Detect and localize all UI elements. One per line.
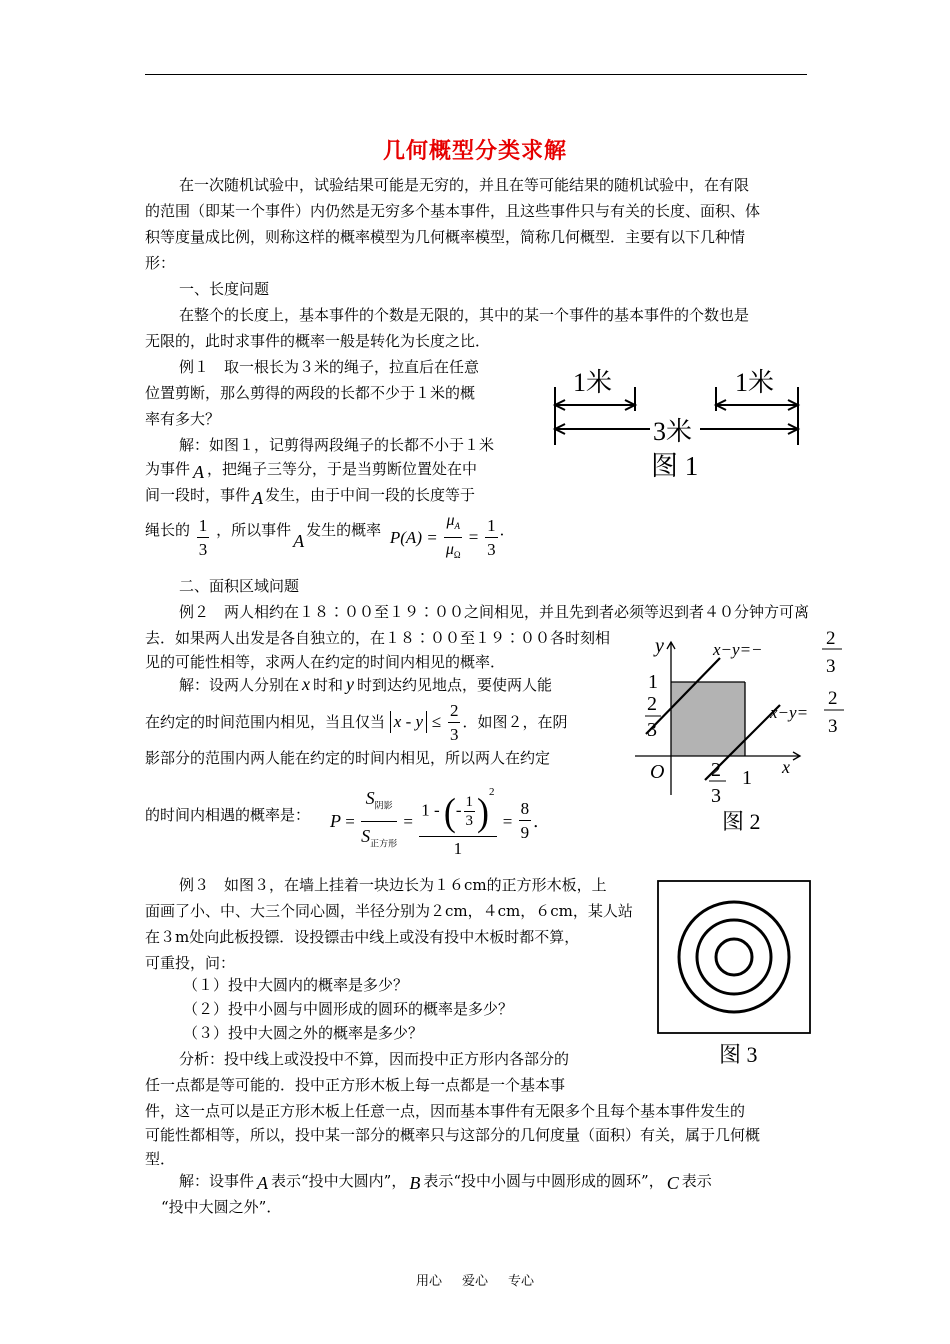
figure-2 xyxy=(610,630,855,840)
figure-1-caption: 图 1 xyxy=(651,451,699,481)
intro-line-4: 形： xyxy=(145,254,176,272)
section-1-heading: 一、长度问题 xyxy=(179,280,270,298)
equation-top-denominator: 3 xyxy=(826,656,836,677)
footer-text-1: 用心 xyxy=(415,1274,442,1289)
example-3-analysis-4: 可能性都相等，所以，投中某一部分的概率只与这部分的几何度量（面积）有关，属于几何概 xyxy=(145,1126,761,1144)
example-2-line-3: 见的可能性相等，求两人在约定的时间内相见的概率． xyxy=(145,653,506,671)
compound-fraction: 1 - (- $\frac{1}{3}$ )$^2$ 1 xyxy=(419,782,496,861)
figure-3-caption: 图 3 xyxy=(719,1042,758,1067)
section-1-line-1: 在整个的长度上，基本事件的个数是无限的，其中的某一个事件的基本事件的个数也是 xyxy=(179,306,750,324)
y-two-thirds-numerator: 2 xyxy=(647,693,657,715)
example-2-line-1: 例２ 两人相约在１８∶００至１９∶００之间相见，并且先到者必须等迟到者４０分钟方可离 xyxy=(179,603,810,621)
x-two-thirds-denominator: 3 xyxy=(711,785,721,807)
figure-1-total-length: 3米 xyxy=(653,417,693,446)
example-1-solution-4: 绳长的 $\frac{1}{3}$ ，所以事件A发生的概率 P(A) = $\frac{\mu_A}{\mu_\Omega}$ = $\frac{1}{3}$ ． xyxy=(145,510,515,567)
x-axis-label: x xyxy=(782,757,790,777)
example-1-line-3: 率有多大？ xyxy=(145,410,221,428)
example-3-line-3: 在３m处向此板投镖．设投镖击中线上或没有投中木板时都不算， xyxy=(145,928,580,946)
example-2-line-2: 去．如果两人出发是各自独立的，在１８∶００至１９∶００各时刻相 xyxy=(145,629,611,647)
example-3-question-2: （２）投中小圆与中圆形成的圆环的概率是多少？ xyxy=(183,1000,514,1018)
y-one-label: 1 xyxy=(648,671,658,693)
equation-top: x−y=− xyxy=(713,640,763,659)
example-1-solution-3: 间一段时，事件 A 发生，由于中间一段的长度等于 xyxy=(145,486,476,508)
example-3-question-1: （１）投中大圆内的概率是多少？ xyxy=(183,976,409,994)
page-footer xyxy=(0,1270,950,1289)
equation-right-denominator: 3 xyxy=(828,716,838,737)
example-3-line-1: 例３ 如图３，在墙上挂着一块边长为１６cm的正方形木板，上 xyxy=(179,876,607,894)
example-3-question-3: （３）投中大圆之外的概率是多少？ xyxy=(183,1024,424,1042)
example-3-line-2: 面画了小、中、大三个同心圆，半径分别为２cm，４cm，６cm，某人站 xyxy=(145,902,633,920)
fraction-mu: $\frac{\mu_A}{\mu_\Omega}$ xyxy=(445,512,461,560)
intro-line-3: 积等度量成比例，则称这样的概率模型为几何概率模型，简称几何概型．主要有以下几种情 xyxy=(145,228,746,246)
square-board xyxy=(658,881,810,1033)
equation-top-numerator: 2 xyxy=(826,630,836,649)
example-3-solution-1: 解：设事件 A 表示“投中大圆内”， B 表示“投中小圆与中圆形成的圆环”， C 表示 xyxy=(179,1172,712,1193)
footer-text-3: 专心 xyxy=(508,1274,535,1289)
figure-1 xyxy=(545,365,810,490)
example-2-solution-4: 的时间内相遇的概率是： xyxy=(145,806,311,824)
y-two-thirds-denominator: 3 xyxy=(647,719,657,741)
example-1-line-2: 位置剪断，那么剪得的两段的长都不少于１米的概 xyxy=(145,384,476,402)
example-2-solution-3: 影部分的范围内两人能在约定的时间内相见，所以两人在约定 xyxy=(145,749,551,767)
fraction-result-one-third: $\frac{1}{3}$ xyxy=(487,516,496,559)
equation-right: x−y= xyxy=(770,703,809,722)
section-1-line-2: 无限的，此时求事件的概率一般是转化为长度之比． xyxy=(145,332,491,350)
example-2-probability-formula: P = $\frac{S_{阴影}}{S_{正方形}}$ = 1 - (- $\frac{1}{3}$ )$^2$ 1 = $\frac{8}{9}$ ． xyxy=(330,782,550,861)
example-3-solution-2: “投中大圆之外”． xyxy=(161,1198,282,1216)
intro-line-1: 在一次随机试验中，试验结果可能是无穷的，并且在等可能结果的随机试验中，在有限 xyxy=(179,176,750,194)
example-1-solution-2: 为事件 A ，把绳子三等分，于是当剪断位置处在中 xyxy=(145,460,478,482)
x-two-thirds-numerator: 2 xyxy=(711,759,721,781)
example-3-analysis-2: 任一点都是等可能的．投中正方形木板上每一点都是一个基本事 xyxy=(145,1076,566,1094)
example-3-line-4: 可重投，问： xyxy=(145,954,236,972)
section-2-heading: 二、面积区域问题 xyxy=(179,577,300,595)
figure-1-right-segment: 1米 xyxy=(735,368,775,397)
y-axis-label: y xyxy=(655,635,664,657)
example-2-solution-2: 在约定的时间范围内相见，当且仅当 x - y ≤ $\frac{2}{3}$ ．如图２，在阴 xyxy=(145,698,567,747)
fraction-two-thirds: $\frac{2}{3}$ xyxy=(449,700,459,744)
page-title: 几何概型分类求解 xyxy=(382,138,567,164)
footer-text-2: 爱心 xyxy=(461,1274,488,1289)
origin-label: O xyxy=(650,761,665,783)
area-ratio-fraction: $\frac{S_{阴影}}{S_{正方形}}$ xyxy=(361,784,397,858)
example-1-line-1: 例１ 取一根长为３米的绳子，拉直后在任意 xyxy=(179,358,480,376)
example-3-analysis-3: 件，这一点可以是正方形木板上任意一点，因而基本事件有无限多个且每个基本事件发生的 xyxy=(145,1102,746,1120)
equation-right-numerator: 2 xyxy=(828,688,838,709)
fraction-one-third: $\frac{1}{3}$ xyxy=(198,516,208,559)
figure-2-caption: 图 2 xyxy=(722,809,761,834)
probability-pa: P(A) = xyxy=(389,527,438,547)
header-rule xyxy=(145,74,807,75)
example-3-analysis-1: 分析：投中线上或没投中不算，因而投中正方形内各部分的 xyxy=(179,1050,570,1068)
example-3-analysis-5: 型． xyxy=(145,1150,176,1168)
example-1-solution-1: 解：如图１，记剪得两段绳子的长都不小于１米 xyxy=(179,436,495,454)
figure-1-left-segment: 1米 xyxy=(573,368,613,397)
small-circle xyxy=(716,939,752,975)
intro-line-2: 的范围（即某一个事件）内仍然是无穷多个基本事件，且这些事件只与有关的长度、面积、体 xyxy=(145,202,761,220)
x-one-label: 1 xyxy=(742,767,752,789)
medium-circle xyxy=(697,920,771,994)
abs-value-expression: x - y xyxy=(390,711,427,733)
figure-3 xyxy=(655,878,815,1073)
fraction-eight-ninths: $\frac{8}{9}$ xyxy=(520,798,530,842)
example-2-solution-1: 解：设两人分别在 x 时和 y 时到达约见地点，要使两人能 xyxy=(179,674,553,694)
